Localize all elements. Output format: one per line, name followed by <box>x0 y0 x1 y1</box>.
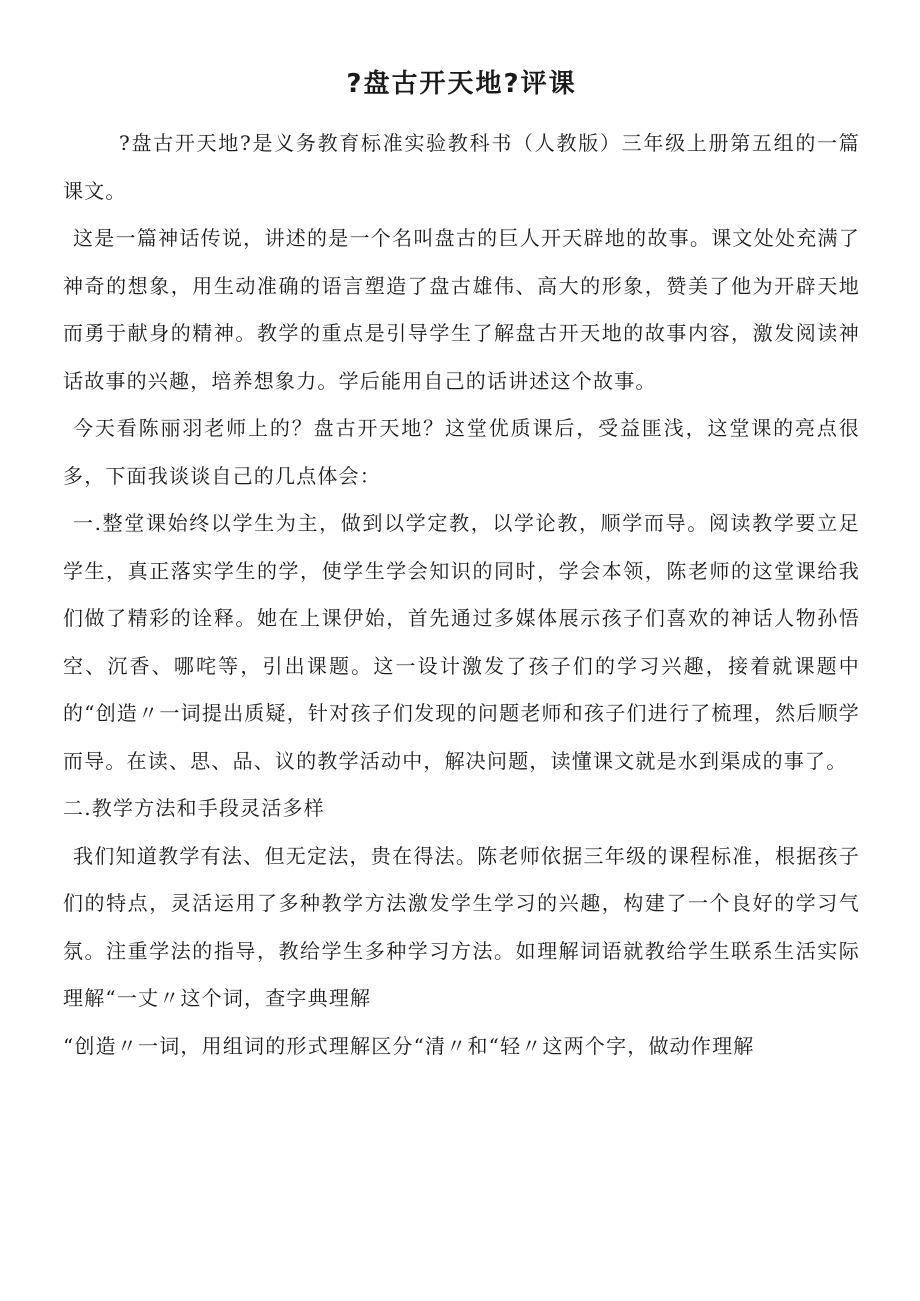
document-title: ?盘古开天地?评课 <box>346 69 577 99</box>
paragraph-intro: ?盘古开天地?是义务教育标准实验教科书（人教版）三年级上册第五组的一篇课文。 <box>63 131 860 203</box>
paragraph-impression: 今天看陈丽羽老师上的？盘古开天地？这堂优质课后，受益匪浅，这堂课的亮点很多，下面我谈谈自己的几点体会： <box>63 416 860 488</box>
paragraph-point-two: 我们知道教学有法、但无定法，贵在得法。陈老师依据三年级的课程标准，根据孩子们的特点，灵活运用了多种教学方法激发学生学习的兴趣，构建了一个良好的学习气氛。注重学法的指导，教给学生多种学习方法。如理解词语就教给学生联系生活实际理解“一丈〃这个词，查字典理解 <box>63 843 860 1010</box>
paragraph-continuation: “创造〃一词，用组词的形式理解区分“清〃和“轻〃这两个字，做动作理解 <box>63 1033 755 1058</box>
section-heading-two: 二.教学方法和手段灵活多样 <box>63 796 325 820</box>
paragraph-point-one: 一.整堂课始终以学生为主，做到以学定教，以学论教，顺学而导。阅读教学要立足学生，真正落实学生的学，使学生学会知识的同时，学会本领，陈老师的这堂课给我们做了精彩的诠释。她在上课伊始，首先通过多媒体展示孩子们喜欢的神话人物孙悟空、沉香、哪咤等，引出课题。这一设计激发了孩子们的学习兴趣，接着就课题中的“创造〃一词提出质疑，针对孩子们发现的问题老师和孩子们进行了梳理，然后顺学而导。在读、思、品、议的教学活动中，解决问题，读懂课文就是水到渠成的事了。 <box>63 511 860 773</box>
paragraph-summary: 这是一篇神话传说，讲述的是一个名叫盘古的巨人开天辟地的故事。课文处处充满了神奇的想象，用生动准确的语言塑造了盘古雄伟、高大的形象，赞美了他为开辟天地而勇于献身的精神。教学的重点是引导学生了解盘古开天地的故事内容，激发阅读神话故事的兴趣，培养想象力。学后能用自己的话讲述这个故事。 <box>63 226 860 393</box>
